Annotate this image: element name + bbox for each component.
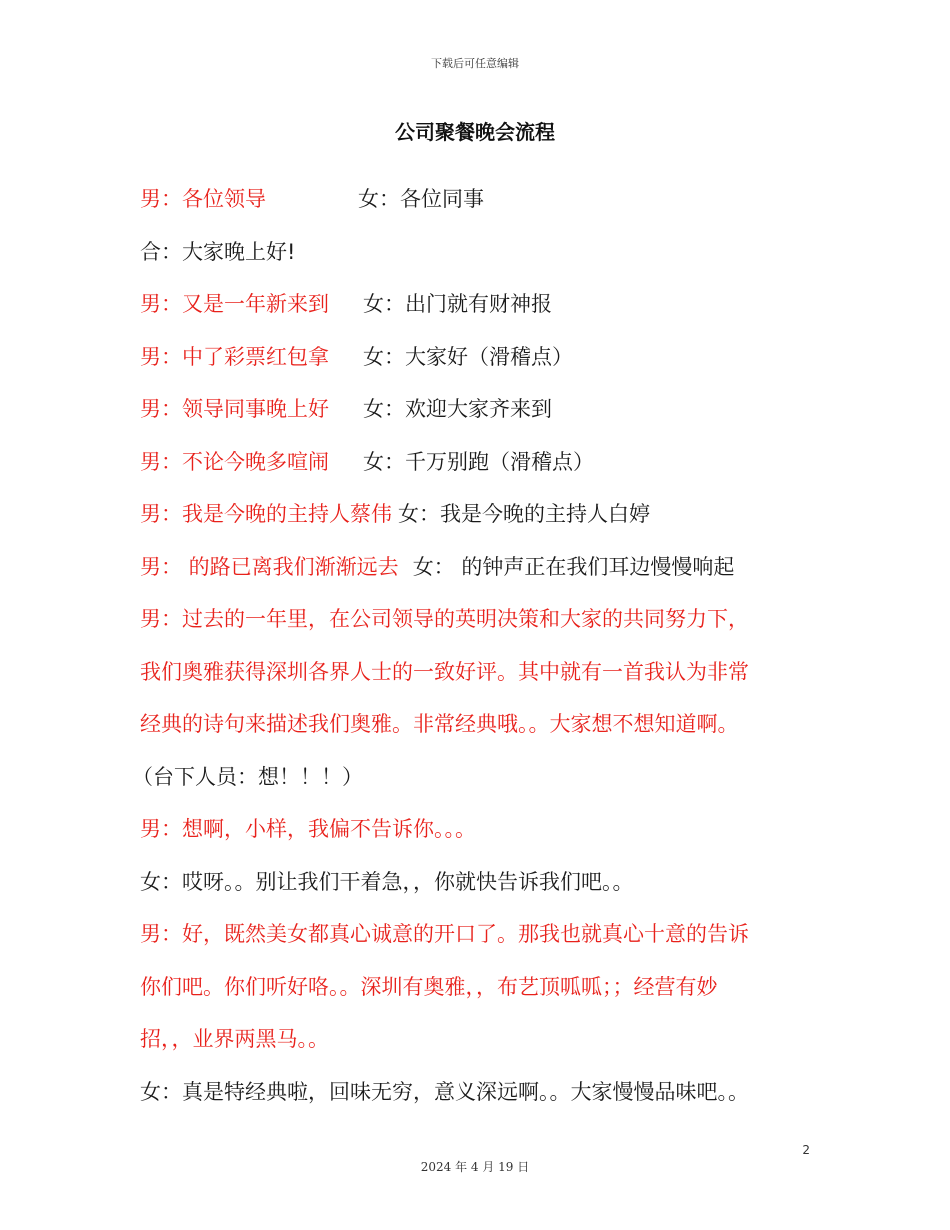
dialogue-line-4 (140, 341, 840, 373)
paragraph-line: 女：真是特经典啦，回味无穷，意义深远啊。。大家慢慢品味吧。。 (140, 1079, 749, 1104)
dialogue-line-1 (140, 183, 840, 215)
male-line: 男：各位领导 (140, 187, 266, 211)
male-line: 男：领导同事晚上好 (140, 397, 329, 421)
female-line: 女：欢迎大家齐来到 (363, 397, 552, 421)
dialogue-line-6 (140, 446, 840, 478)
paragraph-line: 招，，业界两黑马。。 (140, 1027, 329, 1051)
dialogue-line-8 (140, 551, 840, 583)
paragraph-line: 经典的诗句来描述我们奥雅。非常经典哦。。大家想不想知道啊。 (140, 712, 739, 736)
female-line: 女：千万别跑（滑稽点） (363, 449, 594, 474)
male-line: 男：我是今晚的主持人蔡伟 (140, 502, 392, 526)
female-line: 女：出门就有财神报 (363, 292, 552, 316)
male-line: 男：又是一年新来到 (140, 292, 329, 316)
together-line: 合：大家晚上好! (140, 239, 296, 264)
paragraph-line: 男：好，既然美女都真心诚意的开口了。那我也就真心十意的告诉 (140, 922, 749, 946)
female-line: 女：我是今晚的主持人白婷 (398, 502, 650, 526)
header-note: 下载后可任意编辑 (431, 57, 519, 70)
paragraph-line: 我们奥雅获得深圳各界人士的一致好评。其中就有一首我认为非常 (140, 659, 749, 684)
page-number: 2 (802, 1143, 810, 1157)
paragraph-line: 你们吧。你们听好咯。。深圳有奥雅，，布艺顶呱呱；；经营有妙 (140, 974, 718, 999)
paragraph-line: 女：哎呀。。别让我们干着急，，你就快告诉我们吧。。 (140, 869, 634, 894)
paragraph-line: 男：想啊，小样，我偏不告诉你。。。 (140, 817, 476, 841)
footer-date: 2024 年 4 月 19 日 (420, 1160, 530, 1174)
female-line: 女：大家好（滑稽点） (363, 344, 573, 369)
male-line: 男： 的路已离我们渐渐远去 (140, 554, 399, 579)
dialogue-line-7 (140, 498, 840, 530)
female-line: 女： 的钟声正在我们耳边慢慢响起 (412, 554, 735, 579)
dialogue-line-3 (140, 288, 840, 320)
script-body (132, 183, 840, 1128)
female-line: 女：各位同事 (358, 187, 484, 211)
audience-line: （台下人员：想！！！） (132, 764, 363, 789)
male-line: 男：中了彩票红包拿 (140, 344, 329, 369)
dialogue-line-5 (140, 393, 840, 425)
paragraph-line: 男：过去的一年里，在公司领导的英明决策和大家的共同努力下， (140, 607, 749, 631)
male-line: 男：不论今晚多喧闹 (140, 449, 329, 474)
document-title: 公司聚餐晚会流程 (395, 120, 555, 144)
